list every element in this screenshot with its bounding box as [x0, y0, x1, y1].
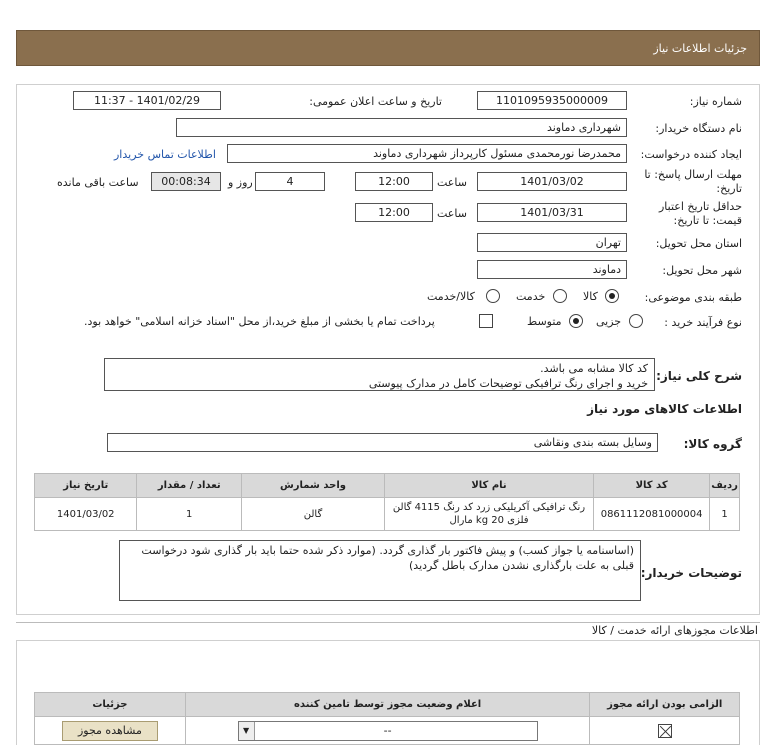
province-field: تهران [477, 233, 627, 252]
chevron-down-icon: ▼ [239, 722, 255, 740]
col-license-status: اعلام وضعیت مجوز توسط تامین کننده [185, 693, 590, 717]
deadline-hour-label: ساعت [437, 176, 467, 189]
summary-label: شرح کلی نیاز: [656, 369, 742, 383]
required-checkbox[interactable] [658, 724, 672, 738]
col-unit: واحد شمارش [242, 474, 385, 498]
category-both-radio[interactable] [486, 289, 500, 303]
col-license-required: الزامی بودن ارائه مجوز [590, 693, 740, 717]
validity-label-2: قیمت: تا تاریخ: [673, 214, 742, 227]
announce-label: تاریخ و ساعت اعلان عمومی: [309, 95, 442, 108]
summary-line-2: خرید و اجرای رنگ ترافیکی توضیحات کامل در مدارک پیوستی [368, 377, 648, 390]
city-label: شهر محل تحویل: [662, 264, 742, 277]
requester-field: محمدرضا نورمحمدی مسئول کارپرداز شهرداری دماوند [227, 144, 627, 163]
days-label: روز و [228, 176, 253, 189]
deadline-label-2: تاریخ: [716, 182, 742, 195]
summary-line-1: کد کالا مشابه می باشد. [540, 362, 648, 375]
need-number-label: شماره نیاز: [689, 95, 742, 108]
col-qty: تعداد / مقدار [137, 474, 242, 498]
process-minor-radio[interactable] [629, 314, 643, 328]
goods-table [34, 473, 740, 531]
category-service-label: خدمت [516, 290, 546, 303]
remaining-label: ساعت باقی مانده [57, 176, 139, 189]
cell-row: 1 [710, 498, 740, 531]
cell-code: 0861112081000004 [594, 498, 710, 531]
city-field: دماوند [477, 260, 627, 279]
table-row [35, 498, 740, 531]
buyer-contact-link[interactable]: اطلاعات تماس خریدار [114, 148, 216, 161]
details-panel [16, 84, 760, 615]
license-required-cell [590, 717, 740, 745]
deadline-time-field: 12:00 [355, 172, 433, 191]
process-label: نوع فرآیند خرید : [664, 316, 742, 329]
divider [16, 622, 760, 623]
treasury-payment-checkbox[interactable] [479, 314, 493, 328]
days-field: 4 [255, 172, 325, 191]
province-label: استان محل تحویل: [655, 237, 742, 250]
view-license-button[interactable]: مشاهده مجوز [62, 721, 158, 741]
col-name: نام کالا [384, 474, 593, 498]
page-header [16, 30, 760, 66]
cell-date: 1401/03/02 [35, 498, 137, 531]
validity-hour-label: ساعت [437, 207, 467, 220]
category-goods-label: کالا [583, 290, 598, 303]
goods-group-field: وسایل بسته بندی ونقاشی [107, 433, 658, 452]
col-row: ردیف [710, 474, 740, 498]
process-medium-radio[interactable] [569, 314, 583, 328]
deadline-date-field: 1401/03/02 [477, 172, 627, 191]
page-title: جزئیات اطلاعات نیاز [653, 42, 747, 55]
col-license-details: جزئیات [35, 693, 186, 717]
category-goods-radio[interactable] [605, 289, 619, 303]
cell-name: رنگ ترافیکی آکریلیکی زرد کد رنگ 4115 گالن فلزی 20 kg مارال [384, 498, 593, 531]
category-both-label: کالا/خدمت [427, 290, 475, 303]
validity-date-field: 1401/03/31 [477, 203, 627, 222]
licenses-table [34, 692, 740, 745]
announce-field: 1401/02/29 - 11:37 [73, 91, 221, 110]
treasury-payment-note: پرداخت تمام یا بخشی از مبلغ خرید،از محل "اسناد خزانه اسلامی" خواهد بود. [84, 315, 435, 328]
buyer-org-label: نام دستگاه خریدار: [655, 122, 742, 135]
buyer-org-field: شهرداری دماوند [176, 118, 627, 137]
category-label: طبقه بندی موضوعی: [644, 291, 742, 304]
col-code: کد کالا [594, 474, 710, 498]
license-status-cell [185, 717, 590, 745]
buyer-notes-label: توضیحات خریدار: [640, 566, 742, 580]
deadline-label: مهلت ارسال پاسخ: تا [644, 168, 742, 181]
process-minor-label: جزیی [596, 315, 622, 328]
goods-group-label: گروه کالا: [683, 437, 742, 451]
cell-qty: 1 [137, 498, 242, 531]
validity-label: حداقل تاریخ اعتبار [658, 200, 742, 213]
need-number-field: 1101095935000009 [477, 91, 627, 110]
remaining-time-field: 00:08:34 [151, 172, 221, 191]
buyer-notes-field: (اساسنامه یا جواز کسب) و پیش فاکتور بار گذاری گردد. (موارد ذکر شده حتما باید بار گذاری شود درخواست قبلی به علت بارگذاری نشدن مدارک باطل گردید) [119, 540, 641, 601]
licenses-section-title: اطلاعات مجوزهای ارائه خدمت / کالا [591, 624, 758, 637]
license-status-select[interactable] [238, 721, 538, 741]
summary-field [104, 358, 655, 391]
process-medium-label: متوسط [527, 315, 562, 328]
table-row [35, 717, 740, 745]
requester-label: ایجاد کننده درخواست: [640, 148, 742, 161]
goods-section-title: اطلاعات کالاهای مورد نیاز [587, 402, 742, 416]
license-status-value: -- [383, 723, 392, 737]
cell-unit: گالن [242, 498, 385, 531]
validity-time-field: 12:00 [355, 203, 433, 222]
col-date: تاریخ نیاز [35, 474, 137, 498]
category-service-radio[interactable] [553, 289, 567, 303]
license-details-cell [35, 717, 186, 745]
